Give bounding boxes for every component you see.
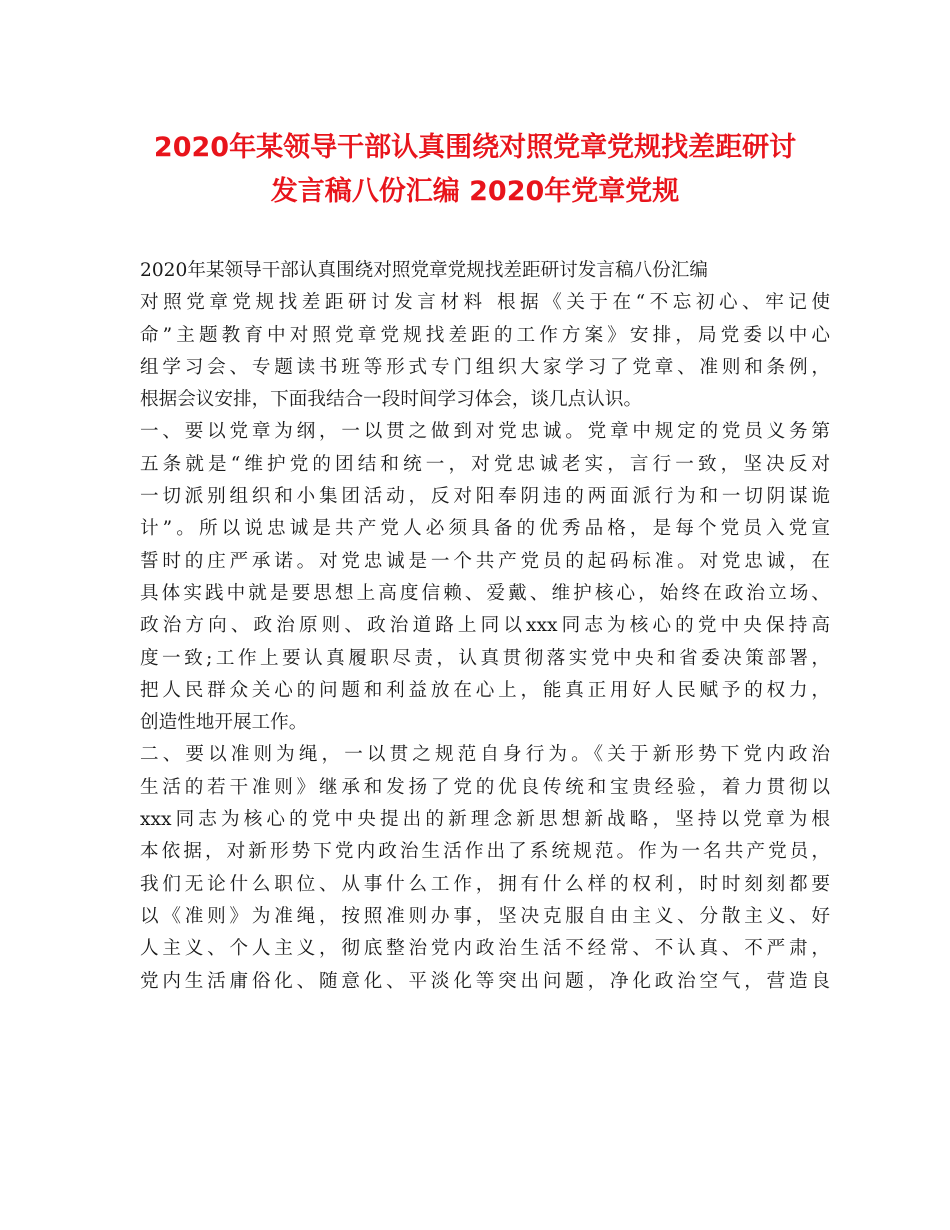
body-line: 一、要以党章为纲，一以贯之做到对党忠诚。党章中规定的党员义务第 [140,421,830,443]
body-line: 2020年某领导干部认真围绕对照党章党规找差距研讨发言稿八份汇编 [140,260,708,281]
body-line: 政治方向、政治原则、政治道路上同以xxx同志为核心的党中央保持高 [140,615,830,637]
body-line: 誓时的庄严承诺。对党忠诚是一个共产党员的起码标准。对党忠诚，在 [140,550,830,572]
title-line: 2020年某领导干部认真围绕对照党章党规找差距研讨 [153,132,797,163]
body-line: 以《准则》为准绳，按照准则办事，坚决克服自由主义、分散主义、好 [140,905,830,927]
body-line: 党内生活庸俗化、随意化、平淡化等突出问题，净化政治空气，营造良 [140,970,830,992]
body-line: 把人民群众关心的问题和利益放在心上，能真正用好人民赋予的权力， [140,679,830,701]
body-line: 人主义、个人主义，彻底整治党内政治生活不经常、不认真、不严肃， [140,938,830,960]
body-line: 对照党章党规找差距研讨发言材料 根据《关于在“不忘初心、牢记使 [140,292,830,314]
body-line: 组学习会、专题读书班等形式专门组织大家学习了党章、准则和条例， [140,356,830,378]
title-line: 发言稿八份汇编 2020年党章党规 [270,176,680,207]
body-line: 计”。所以说忠诚是共产党人必须具备的优秀品格，是每个党员入党宣 [140,518,830,540]
body-line: 二、要以准则为绳，一以贯之规范自身行为。《关于新形势下党内政治 [140,744,830,766]
body-line: 命”主题教育中对照党章党规找差距的工作方案》安排，局党委以中心 [140,324,830,346]
body-line: 生活的若干准则》继承和发扬了党的优良传统和宝贵经验，着力贯彻以 [140,776,830,798]
document-body [140,255,830,998]
body-line: 根据会议安排，下面我结合一段时间学习体会，谈几点认识。 [140,389,643,411]
body-line: 本依据，对新形势下党内政治生活作出了系统规范。作为一名共产党员， [140,841,830,863]
body-line: 一切派别组织和小集团活动，反对阳奉阴违的两面派行为和一切阴谋诡 [140,486,830,508]
document-title [100,126,850,214]
body-line: 具体实践中就是要思想上高度信赖、爱戴、维护核心，始终在政治立场、 [140,582,830,604]
body-line: 我们无论什么职位、从事什么工作，拥有什么样的权利，时时刻刻都要 [140,873,830,895]
body-line: 创造性地开展工作。 [140,712,308,734]
body-line: 度一致;工作上要认真履职尽责，认真贯彻落实党中央和省委决策部署， [140,647,830,669]
body-line: 五条就是“维护党的团结和统一，对党忠诚老实，言行一致，坚决反对 [140,453,830,475]
body-line: xxx同志为核心的党中央提出的新理念新思想新战略，坚持以党章为根 [140,809,830,831]
